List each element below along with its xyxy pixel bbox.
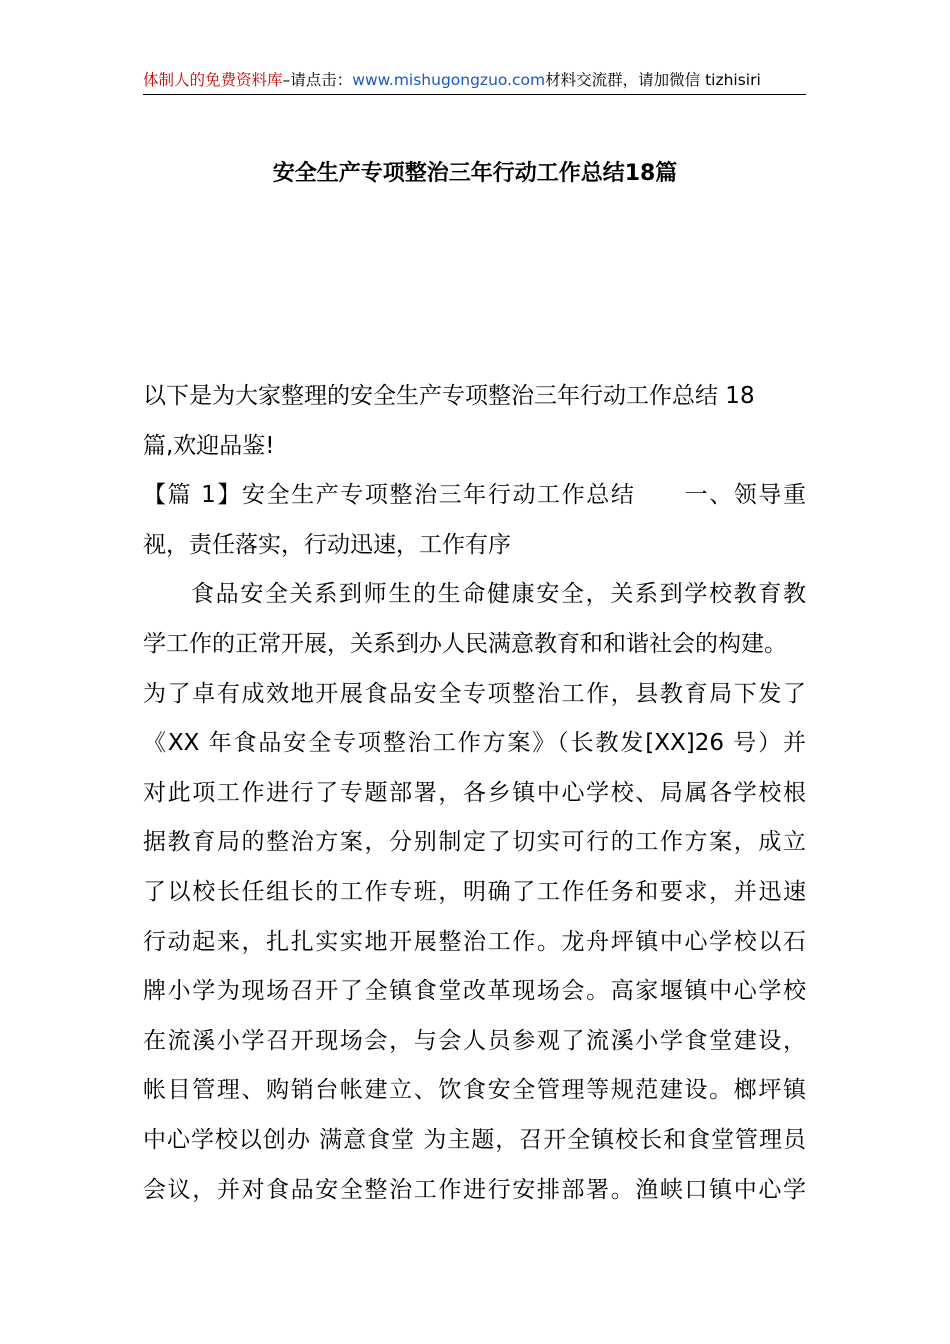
text-line: 对此项工作进行了专题部署，各乡镇中心学校、局属各学校根 — [143, 779, 806, 806]
text-line: 以下是为大家整理的安全生产专项整治三年行动工作总结 18 — [143, 383, 755, 409]
text-line: 在流溪小学召开现场会，与会人员参观了流溪小学食堂建设， — [143, 1027, 806, 1054]
header-url-link[interactable]: www.mishugongzuo.com — [352, 71, 546, 89]
header-click-text: –请点击： — [282, 71, 353, 89]
text-line: 【篇 1】安全生产专项整治三年行动工作总结 一、领导重 — [143, 482, 806, 509]
document-body — [143, 372, 806, 1215]
header-group-text: 材料交流群，请加微信 tizhisiri — [545, 71, 761, 89]
document-title: 安全生产专项整治三年行动工作总结18篇 — [272, 161, 678, 186]
page-header — [143, 66, 806, 95]
text-line: 食品安全关系到师生的生命健康安全，关系到学校教育教 — [191, 581, 806, 608]
text-line: 据教育局的整治方案，分别制定了切实可行的工作方案，成立 — [143, 829, 806, 856]
text-line: 中心学校以创办 满意食堂 为主题，召开全镇校长和食堂管理员 — [143, 1126, 806, 1153]
text-line: 会议，并对食品安全整治工作进行安排部署。渔峡口镇中心学 — [143, 1176, 806, 1203]
text-line: 《XX 年食品安全专项整治工作方案》（长教发[XX]26 号）并 — [143, 730, 806, 757]
text-line: 为了卓有成效地开展食品安全专项整治工作，县教育局下发了 — [143, 680, 806, 707]
text-line: 帐目管理、购销台帐建立、饮食安全管理等规范建设。榔坪镇 — [143, 1077, 806, 1104]
text-line: 行动起来，扎扎实实地开展整治工作。龙舟坪镇中心学校以石 — [143, 928, 806, 955]
text-line: 了以校长任组长的工作专班，明确了工作任务和要求，并迅速 — [143, 878, 806, 905]
text-line: 篇,欢迎品鉴! — [143, 432, 275, 459]
text-line: 视，责任落实，行动迅速，工作有序 — [143, 531, 511, 558]
text-line: 学工作的正常开展，关系到办人民满意教育和和谐社会的构建。 — [143, 630, 787, 657]
header-site-name: 体制人的免费资料库 — [143, 71, 283, 89]
text-line: 牌小学为现场召开了全镇食堂改革现场会。高家堰镇中心学校 — [143, 978, 806, 1005]
